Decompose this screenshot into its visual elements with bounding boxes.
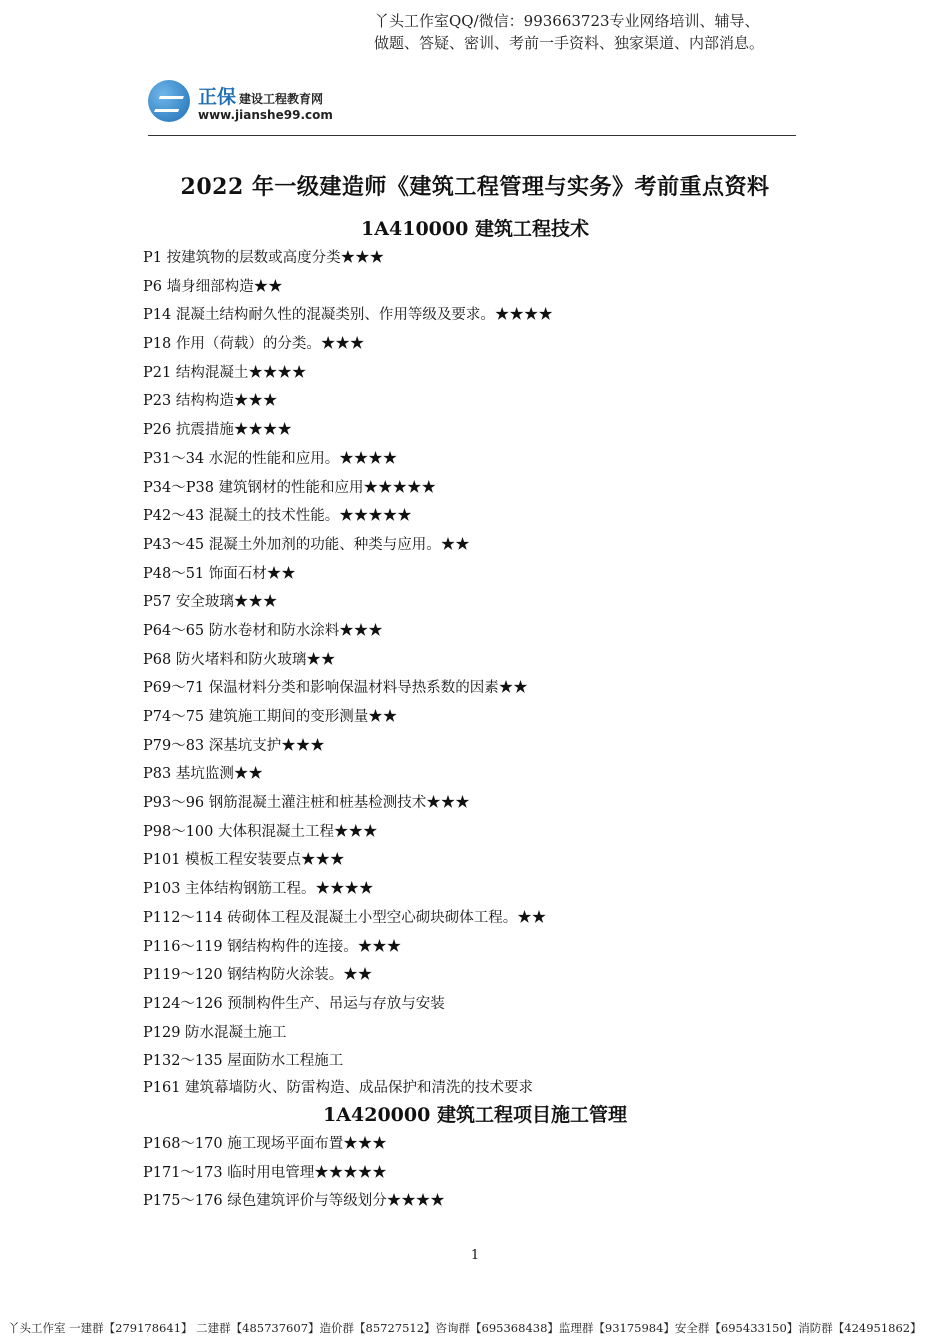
list-item: P124～126 预制构件生产、吊运与存放与安装 xyxy=(143,995,445,1012)
header-promo-note xyxy=(374,10,894,54)
list-item: P93～96 钢筋混凝土灌注桩和桩基检测技术★★★ xyxy=(143,795,470,812)
list-item: P64～65 防水卷材和防水涂料★★★ xyxy=(143,622,383,639)
section-2-list xyxy=(143,1130,445,1216)
logo-subtitle: 建设工程教育网 xyxy=(239,92,324,106)
list-item: P31～34 水泥的性能和应用。★★★★ xyxy=(143,450,398,467)
list-item: P14 混凝土结构耐久性的混凝类别、作用等级及要求。★★★★ xyxy=(143,307,553,324)
list-item: P171～173 临时用电管理★★★★★ xyxy=(143,1164,387,1181)
site-logo xyxy=(148,80,368,128)
section-1-list xyxy=(143,244,553,1100)
list-item: P68 防火堵料和防火玻璃★★ xyxy=(143,651,336,668)
list-item: P98～100 大体积混凝土工程★★★ xyxy=(143,823,378,840)
list-item: P42～43 混凝土的技术性能。★★★★★ xyxy=(143,508,412,525)
section-1-title: 1A410000 建筑工程技术 xyxy=(361,218,589,240)
list-item: P26 抗震措施★★★★ xyxy=(143,422,292,439)
list-item: P161 建筑幕墙防火、防雷构造、成品保护和清洗的技术要求 xyxy=(143,1079,534,1096)
logo-brand: 正保 xyxy=(198,86,237,108)
list-item: P6 墙身细部构造★★ xyxy=(143,278,283,295)
header-note-line-1: 丫头工作室QQ/微信：993663723专业网络培训、辅导、 xyxy=(374,12,760,30)
document-title: 2022 年一级建造师《建筑工程管理与实务》考前重点资料 xyxy=(180,174,770,200)
list-item: P18 作用（荷载）的分类。★★★ xyxy=(143,336,365,353)
list-item: P43～45 混凝土外加剂的功能、种类与应用。★★ xyxy=(143,536,470,553)
list-item: P129 防水混凝土施工 xyxy=(143,1024,287,1041)
list-item: P1 按建筑物的层数或高度分类★★★ xyxy=(143,250,385,266)
logo-emblem-icon xyxy=(148,80,190,122)
list-item: P168～170 施工现场平面布置★★★ xyxy=(143,1136,387,1152)
list-item: P79～83 深基坑支护★★★ xyxy=(143,737,325,754)
list-item: P119～120 钢结构防火涂装。★★ xyxy=(143,967,373,984)
page-number: 1 xyxy=(470,1248,480,1263)
logo-url: www.jianshe99.com xyxy=(198,108,333,122)
header-divider xyxy=(148,135,796,136)
list-item: P48～51 饰面石材★★ xyxy=(143,565,296,582)
section-2-title: 1A420000 建筑工程项目施工管理 xyxy=(323,1104,627,1126)
list-item: P83 基坑监测★★ xyxy=(143,766,263,783)
list-item: P74～75 建筑施工期间的变形测量★★ xyxy=(143,709,398,725)
list-item: P23 结构构造★★★ xyxy=(143,393,278,410)
footer-group-list: 丫头工作室 一建群【279178641】 二建群【485737607】造价群【85727512】咨询群【695368438】监理群【93175984】安全群【695433150】消防群【424951862】 xyxy=(8,1321,922,1335)
list-item: P21 结构混凝土★★★★ xyxy=(143,364,307,381)
list-item: P34～P38 建筑钢材的性能和应用★★★★★ xyxy=(143,479,437,496)
list-item: P175～176 绿色建筑评价与等级划分★★★★ xyxy=(143,1193,445,1210)
list-item: P69～71 保温材料分类和影响保温材料导热系数的因素★★ xyxy=(143,680,528,697)
header-note-line-2: 做题、答疑、密训、考前一手资料、独家渠道、内部消息。 xyxy=(374,34,765,52)
list-item: P132～135 屋面防水工程施工 xyxy=(143,1053,344,1070)
list-item: P57 安全玻璃★★★ xyxy=(143,594,278,611)
list-item: P103 主体结构钢筋工程。★★★★ xyxy=(143,881,374,898)
logo-text xyxy=(198,82,323,109)
list-item: P116～119 钢结构构件的连接。★★★ xyxy=(143,938,402,955)
list-item: P101 模板工程安装要点★★★ xyxy=(143,852,345,869)
list-item: P112～114 砖砌体工程及混凝土小型空心砌块砌体工程。★★ xyxy=(143,909,547,926)
